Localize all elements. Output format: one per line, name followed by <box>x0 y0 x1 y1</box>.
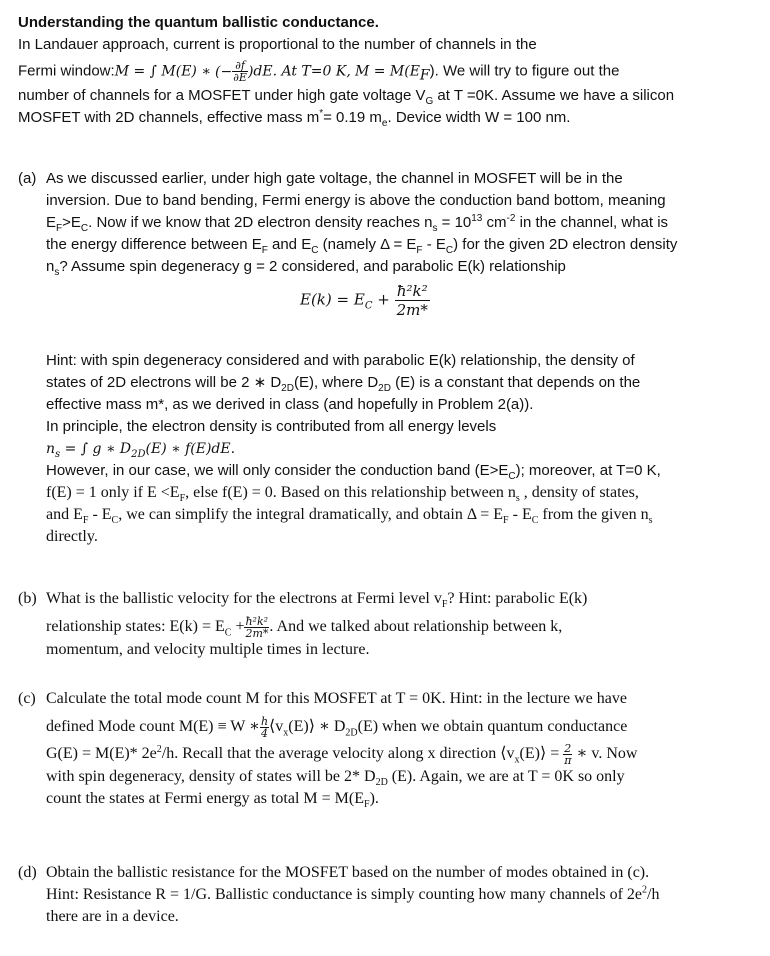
hint-line-9: directly. <box>46 528 98 545</box>
part-a-line-2: inversion. Due to band bending, Fermi energy is above the conduction band bottom, meaning <box>46 192 666 209</box>
part-c-line-2: defined Mode count M(E) ≡ W ∗ $\frac{h}{4}$ $⟨v_x(E)⟩$ ∗ $D_{2D}(E)$ when we obtain quantum conductance <box>46 715 628 740</box>
part-a-body <box>46 168 726 278</box>
part-a-hint <box>46 350 726 548</box>
part-c-line-5: count the states at Fermi energy as total $M = M(E_F)$. <box>46 790 379 811</box>
intro-line-2: Fermi window:M = ∫ M(E) ∗ (− $\frac{\partial f}{\partial E}$ )dE. At T=0 K, $M = M(E_F)$. We will try to figure out the <box>18 59 620 84</box>
intro-line-4: MOSFET with 2D channels, effective mass m*= 0.19 $m_e$. Device width W = 100 nm. <box>18 108 571 129</box>
part-c-line-1: Calculate the total mode count M for this MOSFET at T = 0K. Hint: in the lecture we have <box>46 690 627 707</box>
part-d-line-2: Hint: Resistance R = 1/G. Ballistic conductance is simply counting how many channels of $2e^2/h$ <box>46 884 660 903</box>
part-d-line-3: there are in a device. <box>46 908 179 925</box>
part-a-label: (a) <box>18 170 37 187</box>
hint-line-7: f(E) = 1 only if $E <E_F$, else f(E) = 0. Based on this relationship between $n_s$ , density of states, <box>46 484 639 505</box>
hint-line-5: $n_s$ = ∫ g ∗ $D_{2D}(E)$ ∗ f(E)dE. <box>46 441 236 460</box>
hint-line-2: states of 2D electrons will be 2 ∗ $D_{2D}(E)$, where $D_{2D}$ (E) is a constant that depends on the <box>46 374 641 394</box>
part-b-line-3: momentum, and velocity multiple times in lecture. <box>46 641 370 658</box>
part-d-label: (d) <box>18 864 37 881</box>
part-b-line-2: relationship states: $E(k) = E_C$ + $\frac{\text{ħ²k²}}{2m*}$ . And we talked about relationship between k, <box>46 615 563 640</box>
part-a-line-3: $E_F>E_C$. Now if we know that 2D electron density reaches $n_s = 10^{13}$ $cm^{-2}$ in the channel, what is <box>46 213 669 234</box>
part-b-line-1: What is the ballistic velocity for the electrons at Fermi level $v_F$? Hint: parabolic E(k) <box>46 590 588 611</box>
part-a-line-4: the energy difference between $E_F$ and $E_C$ (namely $\Delta = E_F - E_C$) for the given 2D electron density <box>46 236 678 256</box>
part-a-line-1: As we discussed earlier, under high gate voltage, the channel in MOSFET will be in the <box>46 170 623 187</box>
dispersion-equation: $E(k) = E_C$ + $\frac{\text{ħ²k²}}{2m*}$ <box>300 282 428 319</box>
part-c-body <box>46 688 726 810</box>
part-a-line-5: $n_s$? Assume spin degeneracy g = 2 considered, and parabolic E(k) relationship <box>46 258 566 278</box>
hint-line-1: Hint: with spin degeneracy considered and with parabolic E(k) relationship, the density of <box>46 352 635 369</box>
part-b-label: (b) <box>18 590 37 607</box>
hint-line-3: effective mass m*, as we derived in class (and hopefully in Problem 2(a)). <box>46 396 534 413</box>
hint-line-8: and $E_F - E_C$, we can simplify the integral dramatically, and obtain $\Delta = E_F - E_C$ from the given $n_s$ <box>46 506 653 527</box>
part-b-body <box>46 588 726 661</box>
part-c-line-4: with spin degeneracy, density of states will be 2* $D_{2D}$ (E). Again, we are at T = 0K so only <box>46 768 625 789</box>
part-c-line-3: G(E) = M(E)* $2e^2/h$. Recall that the average velocity along x direction $⟨v_x(E)⟩$ = $\frac{2}{\pi}$ ∗ v. Now <box>46 742 638 767</box>
hint-line-4: In principle, the electron density is contributed from all energy levels <box>46 418 497 435</box>
intro-block <box>18 12 753 129</box>
page-title: Understanding the quantum ballistic conductance. <box>18 14 379 31</box>
part-c-label: (c) <box>18 690 36 707</box>
intro-line-1: In Landauer approach, current is proportional to the number of channels in the <box>18 36 537 53</box>
part-d-body <box>46 862 736 928</box>
intro-line-3: number of channels for a MOSFET under high gate voltage $V_G$ at T =0K. Assume we have a silicon <box>18 87 675 107</box>
hint-line-6: However, in our case, we will only consider the conduction band $(E>E_C)$; moreover, at T=0 K, <box>46 462 661 482</box>
part-d-line-1: Obtain the ballistic resistance for the MOSFET based on the number of modes obtained in (c). <box>46 864 650 881</box>
